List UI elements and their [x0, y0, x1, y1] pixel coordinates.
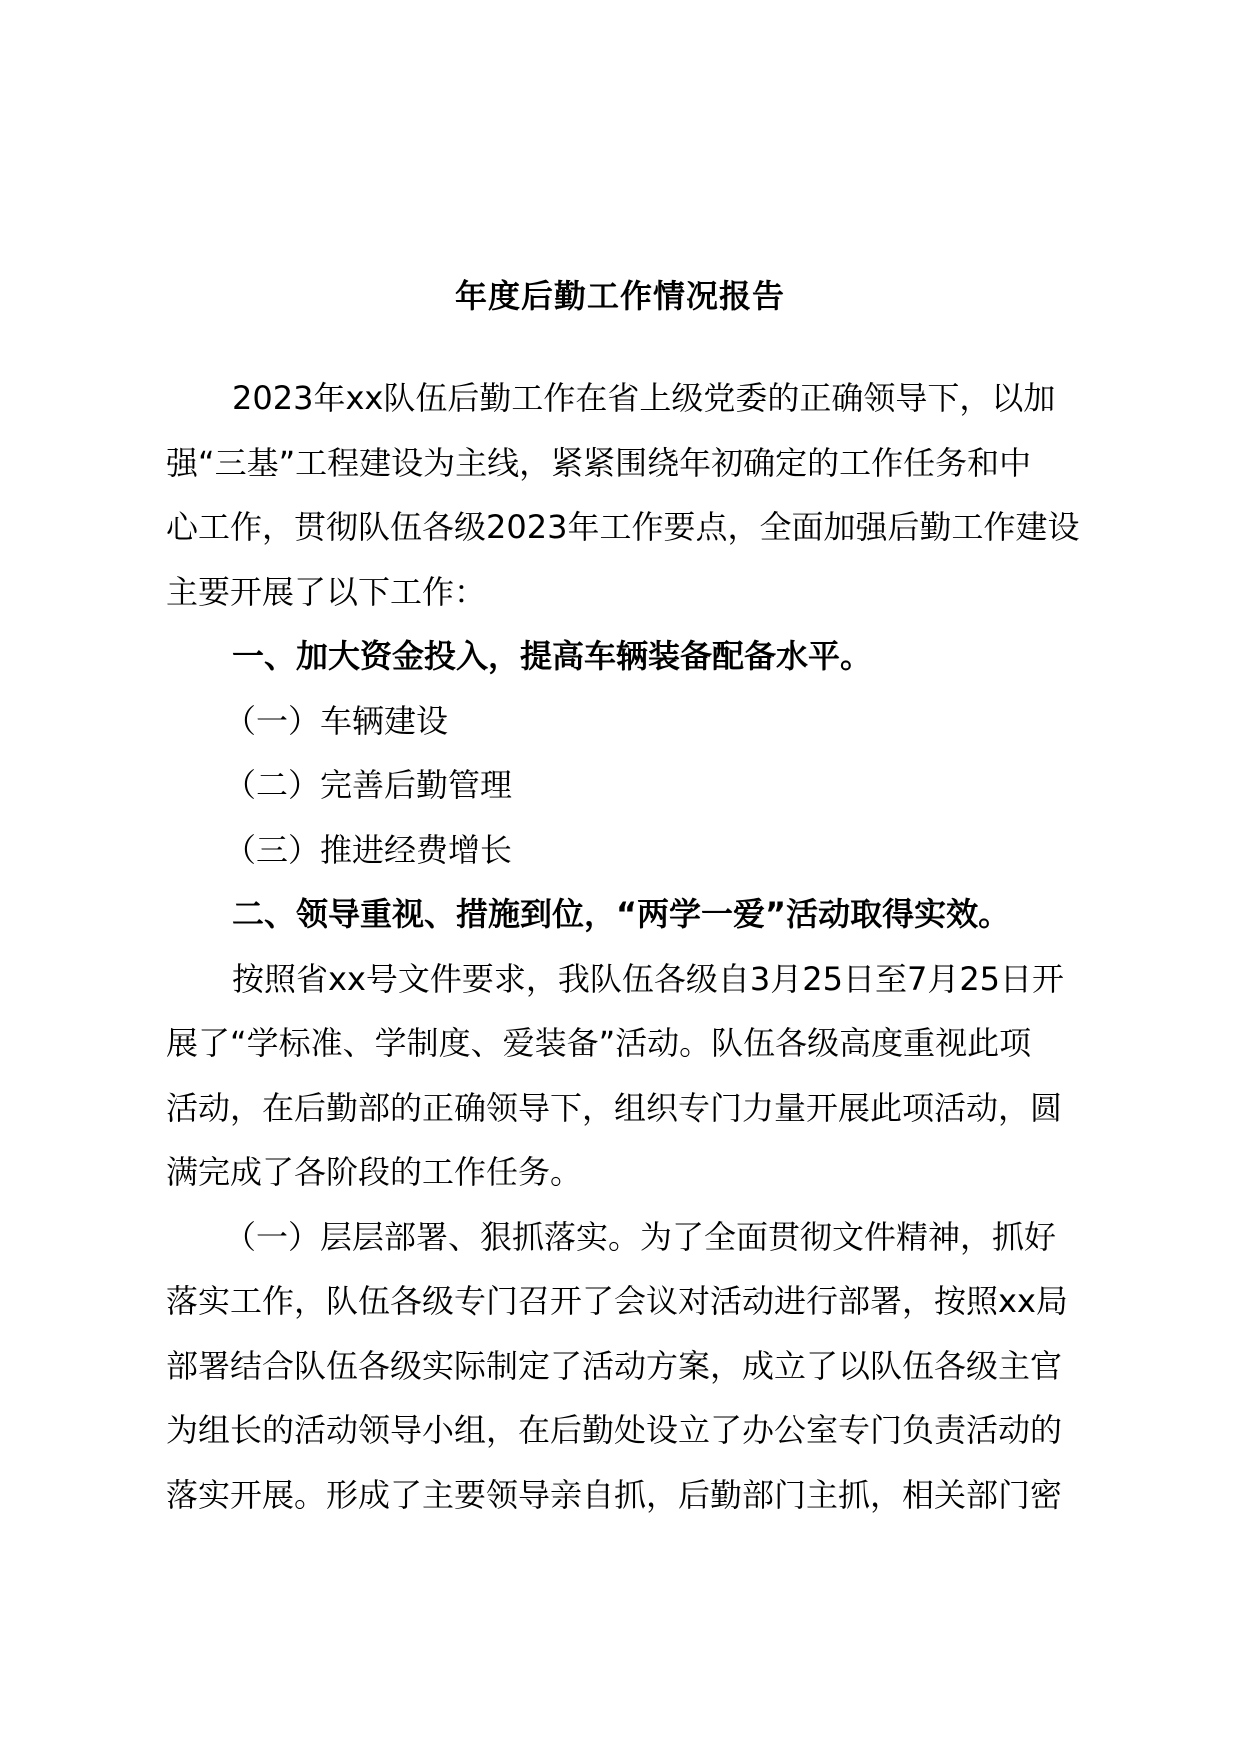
- section-1-heading: 一、加大资金投入，提高车辆装备配备水平。: [232, 637, 873, 675]
- section-1-item-3: （三）推进经费增长: [224, 830, 513, 869]
- section-2-para-1-line-2: 展了“学标准、学制度、爱装备”活动。队伍各级高度重视此项: [166, 1024, 1032, 1062]
- document-title: 年度后勤工作情况报告: [454, 277, 785, 315]
- section-1-item-2: （二）完善后勤管理: [224, 766, 513, 804]
- section-2-heading: 二、领导重视、措施到位，“两学一爱”活动取得实效。: [232, 895, 1011, 933]
- intro-line-4: 主要开展了以下工作：: [166, 572, 487, 611]
- section-2-para-1-line-1: 按照省xx号文件要求，我队伍各级自3月25日至7月25日开: [232, 959, 1065, 998]
- intro-line-2: 强“三基”工程建设为主线，紧紧围绕年初确定的工作任务和中: [166, 443, 1032, 482]
- section-2-para-2-line-2: 落实工作，队伍各级专门召开了会议对活动进行部署，按照xx局: [166, 1282, 1068, 1320]
- section-2-para-1-line-4: 满完成了各阶段的工作任务。: [166, 1153, 583, 1191]
- intro-line-3: 心工作，贯彻队伍各级2023年工作要点，全面加强后勤工作建设: [166, 508, 1080, 546]
- intro-paragraph: [166, 366, 1126, 624]
- section-2-para-2-line-3: 部署结合队伍各级实际制定了活动方案，成立了以队伍各级主官: [166, 1346, 1063, 1385]
- intro-line-1: 2023年xx队伍后勤工作在省上级党委的正确领导下，以加: [232, 379, 1056, 417]
- section-2-paragraph-1: [166, 947, 1126, 1205]
- section-2-paragraph-2: [166, 1205, 1126, 1528]
- section-2-para-2-line-5: 落实开展。形成了主要领导亲自抓，后勤部门主抓，相关部门密: [166, 1475, 1063, 1514]
- section-1-item-1: （一）车辆建设: [224, 701, 449, 740]
- section-2-para-1-line-3: 活动，在后勤部的正确领导下，组织专门力量开展此项活动，圆: [166, 1088, 1063, 1127]
- section-2-para-2-line-4: 为组长的活动领导小组，在后勤处设立了办公室专门负责活动的: [166, 1411, 1063, 1449]
- document-body: [166, 366, 1126, 1527]
- section-2-para-2-line-1: （一）层层部署、狠抓落实。为了全面贯彻文件精神，抓好: [224, 1217, 1057, 1256]
